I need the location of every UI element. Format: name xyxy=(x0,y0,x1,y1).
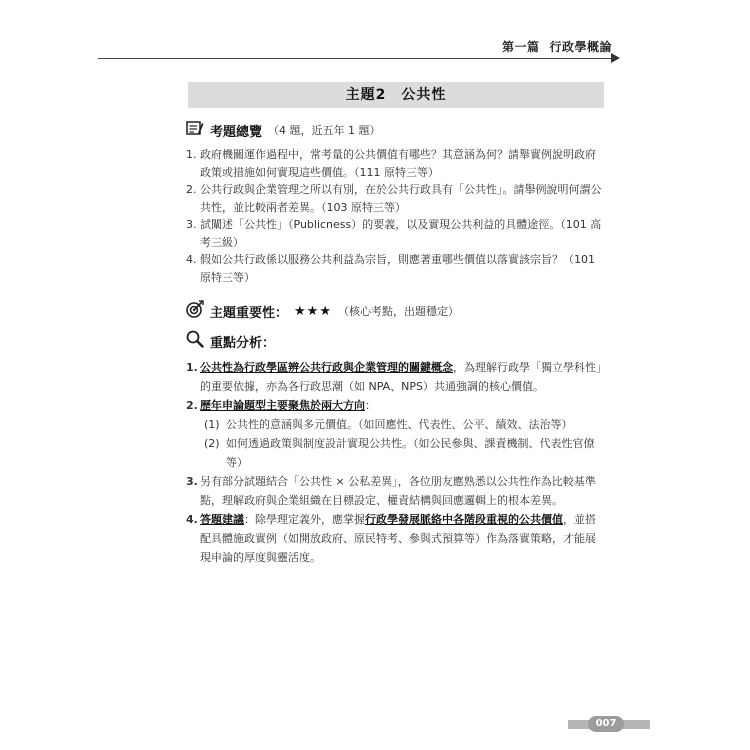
item-number: 2. xyxy=(186,399,198,412)
importance-note: （核心考點，出題穩定） xyxy=(337,305,459,318)
list-item xyxy=(186,396,606,415)
topic-title: 主題2 公共性 xyxy=(188,82,604,108)
sub-item xyxy=(186,434,606,472)
list-item xyxy=(186,472,606,510)
analysis-label: 重點分析： xyxy=(210,335,276,351)
analysis-heading xyxy=(186,330,275,352)
subject-label: 行政學概論 xyxy=(549,40,612,54)
exam-overview-heading xyxy=(186,120,381,140)
body-text: ：除學理定義外，應掌握 xyxy=(244,513,365,526)
emphasis-text: 答題建議 xyxy=(200,513,244,526)
item-text: 政府機關運作過程中，常考量的公共價值有哪些？其意涵為何？請舉實例說明政府政策或措施如何實現這些價值。（111 原特三等） xyxy=(200,148,596,179)
running-header-title xyxy=(502,38,612,55)
sub-item-text: 公共性的意涵與多元價值。（如回應性、代表性、公平、績效、法治等） xyxy=(226,418,573,431)
sub-item-number: (1) xyxy=(204,418,220,431)
list-item xyxy=(186,358,606,396)
body-text: ： xyxy=(365,399,376,412)
item-number: 2. xyxy=(186,183,197,196)
target-icon xyxy=(186,300,204,322)
body-text: ，並搭配具體施政實例（如開放政府、原民特考、參與式預算等）作為落實策略，才能展現申論的厚度與靈活度。 xyxy=(200,513,596,564)
sub-item-text: 如何透過政策與制度設計實現公共性。（如公民參與、課責機制、代表性官僚等） xyxy=(226,437,595,469)
item-text xyxy=(200,396,606,415)
list-item xyxy=(186,251,606,286)
page-number-tab xyxy=(568,716,650,732)
list-item xyxy=(186,146,606,181)
analysis-list xyxy=(186,358,606,567)
item-text: 另有部分試題結合「公共性 × 公私差異」，各位朋友應熟悉以公共性作為比較基準點，理解政府與企業組織在目標設定、權責結構與回應邏輯上的根本差異。 xyxy=(200,475,596,507)
list-item xyxy=(186,181,606,216)
part-label: 第一篇 xyxy=(501,40,540,54)
sub-item-number: (2) xyxy=(204,437,220,450)
emphasis-text: 歷年申論題型主要聚焦於兩大方向 xyxy=(200,399,365,412)
header-rule xyxy=(98,58,612,59)
emphasis-text: 公共性為行政學區辨公共行政與企業管理的關鍵概念 xyxy=(200,361,453,374)
sub-item xyxy=(186,415,606,434)
item-text xyxy=(200,510,606,567)
item-number: 1. xyxy=(186,361,198,374)
rating-stars: ★★★ xyxy=(294,303,332,319)
header-arrow-icon xyxy=(611,53,620,63)
body-text: ，為理解行政學「獨立學科性」的重要依據，亦為各行政思潮（如 NPA、NPS）共通強調的核心價值。 xyxy=(200,361,602,393)
item-number: 4. xyxy=(186,513,198,526)
question-list xyxy=(186,146,606,286)
importance-heading xyxy=(186,300,459,322)
magnifier-icon xyxy=(186,330,204,352)
item-text xyxy=(200,358,606,396)
item-text: 假如公共行政係以服務公共利益為宗旨，則應著重哪些價值以落實該宗旨？（101 原特三等） xyxy=(200,253,595,284)
exam-overview-label: 考題總覽 xyxy=(210,124,263,140)
list-item xyxy=(186,510,606,567)
list-item xyxy=(186,216,606,251)
item-text: 公共行政與企業管理之所以有別，在於公共行政具有「公共性」。請舉例說明何謂公共性，並比較兩者差異。（103 原特三等） xyxy=(200,183,602,214)
running-header xyxy=(98,38,620,62)
emphasis-text: 行政學發展脈絡中各階段重視的公共價值 xyxy=(365,513,563,526)
item-number: 3. xyxy=(186,218,197,231)
importance-label: 主題重要性： xyxy=(210,305,289,321)
page-number: 007 xyxy=(588,716,624,732)
notebook-icon xyxy=(186,120,204,140)
item-number: 3. xyxy=(186,475,198,488)
item-text: 試闡述「公共性」（Publicness）的要義，以及實現公共利益的具體途徑。（101 高考三級） xyxy=(200,218,602,249)
item-number: 1. xyxy=(186,148,197,161)
exam-overview-note: （4 題，近五年 1 題） xyxy=(268,124,381,137)
item-number: 4. xyxy=(186,253,197,266)
